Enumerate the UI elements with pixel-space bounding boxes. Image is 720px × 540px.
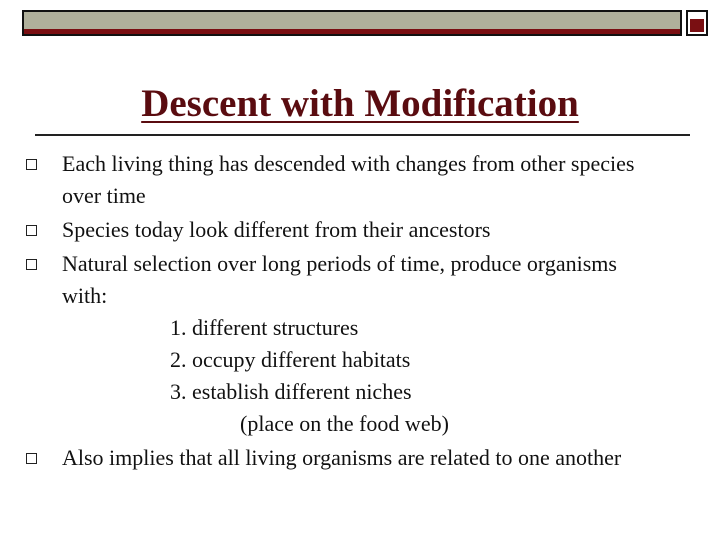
bullet-text: Each living thing has descended with changes from other species over time [62,151,635,208]
bullet-item-related-organisms [0,442,662,474]
header-decoration-stripe [24,29,680,34]
title-divider [35,134,690,136]
header-decoration-bar [22,10,682,36]
square-bullet-icon [26,159,37,170]
square-bullet-icon [26,259,37,270]
bullet-item-natural-selection [0,248,662,440]
sub-point-structures: 1. different structures [170,315,359,340]
bullet-text: Species today look different from their ancestors [62,217,491,242]
bullet-item-descent [0,148,662,212]
sub-point-habitats: 2. occupy different habitats [170,347,411,372]
sub-point-niches: 3. establish different niches [170,379,412,404]
bullet-text: Natural selection over long periods of time, produce organisms with: [62,251,617,308]
square-bullet-icon [26,453,37,464]
sub-point-food-web-note: (place on the food web) [240,411,449,436]
bullet-text: Also implies that all living organisms are related to one another [62,445,622,470]
slide-title: Descent with Modification [141,82,579,125]
bullet-list [0,148,720,476]
header-corner-square-fill [690,19,704,32]
bullet-item-species-today [0,214,662,246]
header-corner-square [686,10,708,36]
square-bullet-icon [26,225,37,236]
